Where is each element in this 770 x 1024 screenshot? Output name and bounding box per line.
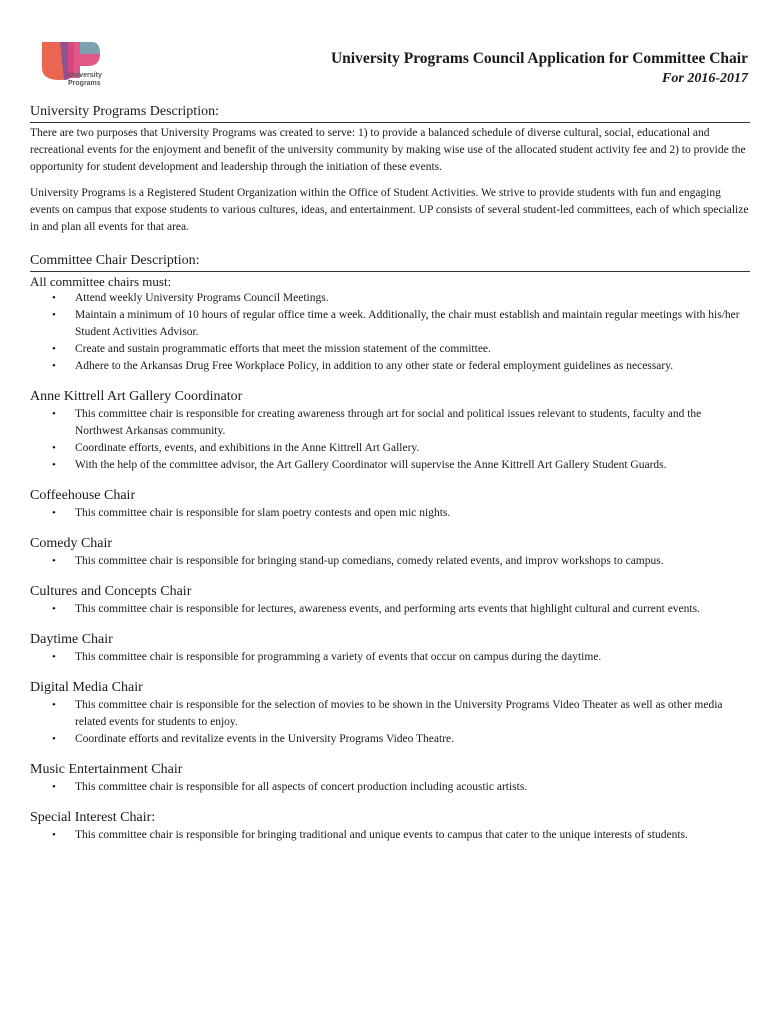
chair-duties-list (30, 649, 750, 666)
chair-heading-special-interest: Special Interest Chair: (30, 810, 156, 825)
document-title: University Programs Council Application for Committee Chair (330, 50, 748, 67)
chair-duties-list (30, 553, 750, 570)
list-item-text: Coordinate efforts and revitalize events in the University Programs Video Theatre. (75, 733, 455, 745)
logo-wordmark-line2: Programs (68, 80, 101, 87)
list-item (30, 358, 750, 375)
chair-duties-list (30, 827, 750, 844)
list-item (30, 290, 750, 307)
list-item (30, 827, 750, 844)
chair-heading-art-gallery: Anne Kittrell Art Gallery Coordinator (30, 389, 243, 404)
list-item (30, 307, 750, 341)
list-item (30, 731, 750, 748)
list-item-text: This committee chair is responsible for programming a variety of events that occur on campus during the daytime. (75, 651, 602, 663)
chair-duties-list (30, 779, 750, 796)
list-item-text: This committee chair is responsible for the selection of movies to be shown in the University Programs Video Theater as well as other media related events for students to enjoy. (75, 699, 723, 728)
bullet-icon: • (52, 507, 56, 519)
committee-lead: All committee chairs must: (30, 274, 172, 289)
list-item-text: Adhere to the Arkansas Drug Free Workplace Policy, in addition to any other state or federal employment guidelines as necessary. (75, 360, 674, 372)
list-item-text: Create and sustain programmatic efforts that meet the mission statement of the committee. (75, 343, 491, 355)
list-item-text: This committee chair is responsible for slam poetry contests and open mic nights. (75, 507, 451, 519)
chair-duties-list (30, 697, 750, 748)
bullet-icon: • (52, 733, 56, 745)
bullet-icon: • (52, 603, 56, 615)
logo-wordmark-line1: University (68, 72, 102, 79)
bullet-icon: • (52, 555, 56, 567)
description-heading: University Programs Description: (30, 103, 750, 123)
bullet-icon: • (52, 699, 56, 711)
document-body (30, 103, 750, 844)
bullet-icon: • (52, 343, 56, 355)
list-item (30, 406, 750, 440)
chair-duties-list (30, 505, 750, 522)
list-item (30, 601, 750, 618)
logo-wordmark (68, 72, 102, 88)
bullet-icon: • (52, 829, 56, 841)
bullet-icon: • (52, 442, 56, 454)
bullet-icon: • (52, 360, 56, 372)
committee-heading: Committee Chair Description: (30, 252, 750, 272)
bullet-icon: • (52, 651, 56, 663)
list-item (30, 553, 750, 570)
chair-heading-cultures-concepts: Cultures and Concepts Chair (30, 584, 192, 599)
list-item (30, 779, 750, 796)
bullet-icon: • (52, 459, 56, 471)
list-item-text: This committee chair is responsible for bringing traditional and unique events to campus that cater to the unique interests of students. (75, 829, 688, 841)
bullet-icon: • (52, 408, 56, 420)
chair-heading-music-entertainment: Music Entertainment Chair (30, 762, 183, 777)
bullet-icon: • (52, 292, 56, 304)
list-item (30, 457, 750, 474)
list-item-text: This committee chair is responsible for lectures, awareness events, and performing arts events that highlight cultural and current events. (75, 603, 700, 615)
list-item (30, 649, 750, 666)
chair-duties-list (30, 601, 750, 618)
list-item (30, 341, 750, 358)
chair-duties-list (30, 406, 750, 474)
chair-heading-digital-media: Digital Media Chair (30, 680, 143, 695)
description-paragraph: University Programs is a Registered Student Organization within the Office of Student Activities. We strive to provide students with fun and engaging events on campus that expose students to various cultures, ideas, and entertainment. UP consists of several student-led committees, each of which specialize in and plan all events for that area. (30, 187, 749, 233)
chair-heading-comedy: Comedy Chair (30, 536, 113, 551)
list-item (30, 697, 750, 731)
bullet-icon: • (52, 781, 56, 793)
list-item-text: This committee chair is responsible for all aspects of concert production including acoustic artists. (75, 781, 528, 793)
chair-heading-coffeehouse: Coffeehouse Chair (30, 488, 136, 503)
list-item-text: This committee chair is responsible for bringing stand-up comedians, comedy related events, and improv workshops to campus. (75, 555, 664, 567)
list-item-text: Maintain a minimum of 10 hours of regular office time a week. Additionally, the chair must establish and maintain regular meetings with his/her Student Activities Advisor. (75, 309, 740, 338)
list-item (30, 505, 750, 522)
committee-requirements-list (30, 290, 750, 375)
list-item-text: Attend weekly University Programs Council Meetings. (75, 292, 329, 304)
list-item-text: With the help of the committee advisor, the Art Gallery Coordinator will supervise the Anne Kittrell Art Gallery Student Guards. (75, 459, 667, 471)
list-item-text: Coordinate efforts, events, and exhibitions in the Anne Kittrell Art Gallery. (75, 442, 420, 454)
description-paragraph: There are two purposes that University Programs was created to serve: 1) to provide a balanced schedule of diverse cultural, social, educational and recreational events for the enjoyment and benefit of the university community by making wise use of the allocated student activity fee and 2) to provide the opportunity for student development and leadership through the initiation of these events. (30, 127, 746, 173)
document-subtitle: For 2016-2017 (662, 71, 748, 86)
list-item-text: This committee chair is responsible for creating awareness through art for social and political issues relevant to students, faculty and the Northwest Arkansas community. (75, 408, 702, 437)
bullet-icon: • (52, 309, 56, 321)
chair-heading-daytime: Daytime Chair (30, 632, 113, 647)
list-item (30, 440, 750, 457)
